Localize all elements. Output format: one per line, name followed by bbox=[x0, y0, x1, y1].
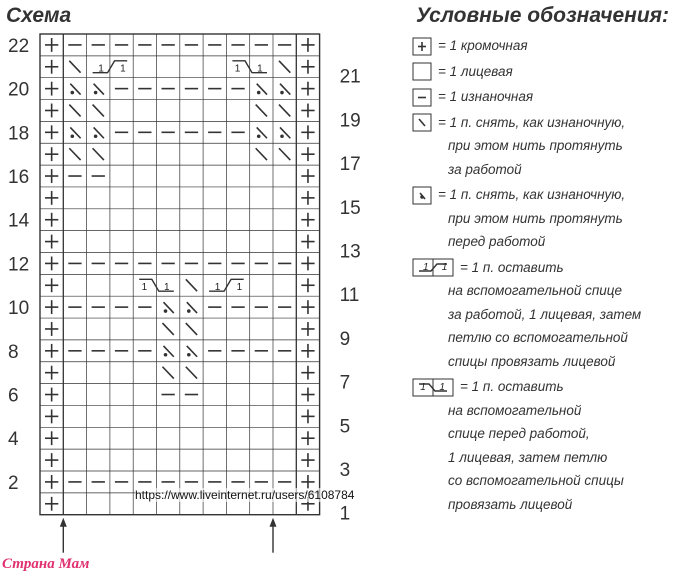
slip-back-stitch bbox=[93, 148, 104, 160]
cable-number: 1 bbox=[141, 282, 148, 294]
cable-number: 1 bbox=[236, 282, 243, 294]
legend-line: на вспомогательной спице bbox=[448, 283, 623, 298]
watermark-url: https://www.liveinternet.ru/users/6108784 bbox=[135, 488, 355, 502]
slip-front-stitch bbox=[187, 346, 197, 357]
knit-stitch bbox=[110, 100, 133, 122]
cable-front-symbol-icon bbox=[412, 378, 454, 397]
row-number-left: 22 bbox=[8, 35, 30, 57]
cable-number: 1 bbox=[120, 63, 126, 75]
legend-line: = 1 лицевая bbox=[438, 63, 513, 79]
row-number-right: 21 bbox=[339, 66, 361, 88]
legend-text bbox=[412, 85, 697, 109]
knit-stitch bbox=[250, 362, 273, 384]
knit-stitch bbox=[273, 274, 296, 296]
knit-stitch bbox=[226, 100, 249, 122]
legend-text bbox=[412, 183, 697, 207]
slip-back-stitch bbox=[186, 323, 197, 335]
repeat-arrow bbox=[60, 518, 67, 553]
edge-stitch bbox=[45, 104, 58, 118]
row-number-left: 10 bbox=[8, 298, 30, 320]
knit-stitch bbox=[133, 318, 156, 340]
edge-stitch bbox=[45, 366, 58, 380]
knit-stitch bbox=[180, 209, 203, 231]
knit-stitch bbox=[63, 405, 86, 427]
knit-stitch bbox=[87, 384, 110, 406]
edge-stitch bbox=[45, 147, 58, 161]
knit-stitch bbox=[87, 231, 110, 253]
slip-front-symbol-icon bbox=[412, 186, 432, 205]
legend-item-edge bbox=[412, 34, 697, 58]
slip-back-stitch bbox=[279, 148, 290, 160]
knit-stitch bbox=[180, 187, 203, 209]
knit-stitch bbox=[226, 405, 249, 427]
knit-stitch bbox=[250, 449, 273, 471]
knit-stitch bbox=[226, 231, 249, 253]
cable-number: 1 bbox=[214, 282, 221, 294]
legend-line: 1 лицевая, затем петлю bbox=[448, 449, 608, 465]
legend-item-cable-back bbox=[412, 256, 697, 374]
knit-stitch bbox=[87, 274, 110, 296]
knit-stitch bbox=[180, 231, 203, 253]
knit-stitch bbox=[63, 187, 86, 209]
row-number-left: 14 bbox=[8, 210, 30, 232]
legend-text bbox=[412, 350, 697, 374]
knit-stitch bbox=[203, 209, 226, 231]
knit-stitch bbox=[133, 165, 156, 187]
knit-stitch bbox=[133, 362, 156, 384]
knit-stitch bbox=[87, 405, 110, 427]
knit-stitch bbox=[157, 56, 180, 78]
knit-stitch bbox=[87, 362, 110, 384]
edge-stitch bbox=[301, 409, 314, 423]
edge-stitch bbox=[301, 366, 314, 380]
knit-stitch bbox=[157, 100, 180, 122]
edge-stitch bbox=[45, 257, 58, 271]
purl-symbol-icon bbox=[412, 88, 432, 107]
slip-front-stitch bbox=[280, 127, 290, 138]
knit-stitch bbox=[157, 143, 180, 165]
edge-stitch bbox=[301, 431, 314, 445]
slip-back-stitch bbox=[69, 61, 80, 73]
cable-number: 1 bbox=[423, 262, 429, 274]
knit-stitch bbox=[250, 209, 273, 231]
row-number-left: 20 bbox=[8, 79, 30, 101]
edge-stitch bbox=[301, 191, 314, 205]
legend-text bbox=[412, 399, 697, 423]
edge-stitch bbox=[45, 125, 58, 139]
legend-text bbox=[412, 279, 697, 303]
edge-stitch bbox=[301, 257, 314, 271]
edge-stitch bbox=[301, 235, 314, 249]
knit-stitch bbox=[180, 56, 203, 78]
row-number-left: 2 bbox=[8, 472, 19, 494]
knit-stitch bbox=[180, 427, 203, 449]
slip-front-stitch bbox=[70, 127, 80, 138]
edge-stitch bbox=[301, 60, 314, 74]
slip-front-stitch bbox=[187, 302, 197, 313]
knit-stitch bbox=[157, 209, 180, 231]
row-number-left: 8 bbox=[8, 341, 19, 363]
legend-line: = 1 п. снять, как изнаночную, bbox=[438, 187, 626, 202]
knit-stitch bbox=[133, 187, 156, 209]
knit-stitch bbox=[63, 427, 86, 449]
cable-back-symbol-icon bbox=[412, 258, 454, 277]
row-number-right: 7 bbox=[339, 372, 351, 394]
knit-stitch bbox=[273, 449, 296, 471]
row-number-left: 4 bbox=[8, 429, 19, 451]
knit-stitch bbox=[226, 362, 249, 384]
legend-text bbox=[412, 256, 697, 280]
legend-text bbox=[412, 303, 697, 327]
knit-stitch bbox=[203, 231, 226, 253]
slip-front-stitch bbox=[280, 84, 290, 95]
edge-stitch bbox=[45, 431, 58, 445]
legend-text bbox=[412, 493, 697, 517]
knit-stitch bbox=[226, 427, 249, 449]
row-number-left: 18 bbox=[8, 123, 30, 145]
edge-stitch bbox=[301, 38, 314, 52]
edge-symbol-icon bbox=[412, 37, 432, 56]
legend-line: при этом нить протянуть bbox=[448, 210, 623, 226]
knit-stitch bbox=[250, 318, 273, 340]
knit-stitch bbox=[203, 427, 226, 449]
knit-stitch bbox=[203, 165, 226, 187]
slip-front-stitch bbox=[70, 84, 80, 95]
knit-stitch bbox=[226, 165, 249, 187]
knit-stitch bbox=[203, 362, 226, 384]
legend-line: = 1 п. снять, как изнаночную, bbox=[438, 114, 626, 130]
knit-stitch bbox=[226, 209, 249, 231]
row-number-right: 3 bbox=[339, 460, 351, 481]
row-number-right: 11 bbox=[339, 285, 360, 307]
edge-stitch bbox=[45, 235, 58, 249]
cable-number: 1 bbox=[439, 381, 445, 393]
knit-stitch bbox=[63, 384, 86, 406]
knit-stitch bbox=[110, 187, 133, 209]
knit-stitch bbox=[226, 449, 249, 471]
legend-item-slip-front bbox=[412, 183, 697, 254]
knit-stitch bbox=[273, 318, 296, 340]
knit-stitch bbox=[133, 449, 156, 471]
legend-text bbox=[412, 134, 697, 158]
slip-back-stitch bbox=[279, 61, 290, 73]
edge-stitch bbox=[45, 300, 58, 314]
edge-stitch bbox=[45, 278, 58, 292]
knit-stitch bbox=[133, 405, 156, 427]
legend bbox=[412, 34, 697, 518]
legend-item-slip-back bbox=[412, 111, 697, 182]
knit-stitch bbox=[63, 449, 86, 471]
knit-stitch bbox=[203, 187, 226, 209]
knit-stitch bbox=[110, 362, 133, 384]
knit-stitch bbox=[133, 143, 156, 165]
knit-stitch bbox=[87, 449, 110, 471]
row-number-right: 13 bbox=[339, 241, 361, 263]
knit-stitch bbox=[250, 187, 273, 209]
legend-text bbox=[412, 375, 697, 399]
edge-stitch bbox=[301, 82, 314, 96]
cable-number: 1 bbox=[234, 63, 241, 75]
edge-stitch bbox=[301, 453, 314, 467]
knit-stitch bbox=[157, 187, 180, 209]
knit-stitch bbox=[203, 56, 226, 78]
legend-item-knit bbox=[412, 60, 697, 84]
knit-stitch bbox=[250, 165, 273, 187]
knit-stitch bbox=[250, 384, 273, 406]
knit-stitch bbox=[273, 427, 296, 449]
edge-stitch bbox=[301, 125, 314, 139]
legend-text bbox=[412, 326, 697, 350]
slip-back-stitch bbox=[279, 105, 290, 117]
cable-number: 1 bbox=[98, 63, 104, 75]
legend-line: за работой, 1 лицевая, затем bbox=[448, 306, 642, 322]
knit-stitch bbox=[63, 274, 86, 296]
knit-stitch bbox=[110, 165, 133, 187]
slip-back-stitch bbox=[69, 148, 80, 160]
knit-stitch bbox=[110, 231, 133, 253]
knit-stitch bbox=[226, 384, 249, 406]
row-number-right: 17 bbox=[339, 154, 361, 176]
knit-stitch bbox=[273, 384, 296, 406]
edge-stitch bbox=[301, 475, 314, 489]
knit-stitch bbox=[110, 318, 133, 340]
knit-stitch bbox=[250, 231, 273, 253]
legend-text bbox=[412, 422, 697, 446]
slip-front-stitch bbox=[257, 84, 267, 95]
slip-back-symbol-icon bbox=[412, 113, 432, 132]
edge-stitch bbox=[45, 191, 58, 205]
edge-stitch bbox=[301, 344, 314, 358]
row-number-right: 19 bbox=[339, 110, 361, 132]
edge-stitch bbox=[301, 104, 314, 118]
slip-front-stitch bbox=[257, 127, 267, 138]
knit-stitch bbox=[110, 427, 133, 449]
knit-stitch bbox=[63, 493, 86, 515]
edge-stitch bbox=[45, 322, 58, 336]
legend-line: перед работой bbox=[448, 234, 546, 249]
knit-stitch bbox=[157, 427, 180, 449]
knit-stitch bbox=[180, 143, 203, 165]
knit-stitch bbox=[273, 405, 296, 427]
slip-back-stitch bbox=[256, 148, 267, 160]
knit-stitch bbox=[133, 56, 156, 78]
knit-stitch bbox=[110, 209, 133, 231]
row-number-left: 12 bbox=[8, 254, 30, 276]
knit-stitch bbox=[180, 165, 203, 187]
edge-stitch bbox=[301, 388, 314, 402]
row-number-right: 5 bbox=[339, 416, 351, 438]
cable-number: 1 bbox=[163, 282, 170, 294]
cable-number: 1 bbox=[420, 381, 426, 393]
legend-line: = 1 изнаночная bbox=[438, 89, 534, 104]
knit-symbol-icon bbox=[412, 62, 432, 81]
row-number-right: 15 bbox=[339, 197, 361, 219]
legend-line: петлю со вспомогательной bbox=[448, 330, 628, 345]
knit-stitch bbox=[180, 405, 203, 427]
legend-text bbox=[412, 230, 697, 254]
knit-stitch bbox=[110, 274, 133, 296]
edge-stitch bbox=[45, 497, 58, 511]
edge-stitch bbox=[45, 409, 58, 423]
knit-stitch bbox=[63, 318, 86, 340]
knit-stitch bbox=[273, 231, 296, 253]
slip-back-stitch bbox=[163, 323, 174, 335]
legend-text bbox=[412, 207, 697, 231]
slip-back-stitch bbox=[186, 279, 197, 291]
knit-stitch bbox=[203, 100, 226, 122]
knit-stitch bbox=[133, 100, 156, 122]
knit-stitch bbox=[87, 427, 110, 449]
knit-stitch bbox=[273, 165, 296, 187]
legend-item-cable-front bbox=[412, 375, 697, 516]
legend-line: на вспомогательной bbox=[448, 402, 582, 418]
legend-line: при этом нить протянуть bbox=[448, 138, 623, 153]
knit-stitch bbox=[250, 274, 273, 296]
row-number-left: 16 bbox=[8, 166, 30, 188]
slip-front-stitch bbox=[164, 346, 174, 357]
knit-stitch bbox=[157, 449, 180, 471]
edge-stitch bbox=[45, 388, 58, 402]
legend-text bbox=[412, 111, 697, 135]
knit-stitch bbox=[157, 165, 180, 187]
legend-line: провязать лицевой bbox=[448, 496, 573, 512]
knit-stitch bbox=[110, 493, 133, 515]
edge-stitch bbox=[301, 147, 314, 161]
knit-stitch bbox=[87, 318, 110, 340]
slip-back-stitch bbox=[256, 105, 267, 117]
legend-line: спицы провязать лицевой bbox=[448, 353, 616, 369]
legend-text bbox=[412, 446, 697, 470]
edge-stitch bbox=[301, 278, 314, 292]
knit-stitch bbox=[110, 143, 133, 165]
edge-stitch bbox=[45, 213, 58, 227]
slip-front-stitch bbox=[94, 127, 104, 138]
knit-stitch bbox=[110, 405, 133, 427]
slip-front-stitch bbox=[164, 302, 174, 313]
knit-stitch bbox=[226, 187, 249, 209]
knit-stitch bbox=[133, 231, 156, 253]
knit-stitch bbox=[87, 493, 110, 515]
legend-text bbox=[412, 469, 697, 493]
row-number-right: 1 bbox=[339, 503, 351, 525]
edge-stitch bbox=[45, 38, 58, 52]
chart-title: Схема bbox=[6, 4, 72, 27]
edge-stitch bbox=[301, 169, 314, 183]
legend-line: = 1 кромочная bbox=[438, 38, 528, 53]
legend-text bbox=[412, 158, 697, 182]
legend-item-purl bbox=[412, 85, 697, 109]
knit-stitch bbox=[203, 449, 226, 471]
legend-line: спице перед работой, bbox=[448, 426, 590, 441]
slip-back-stitch bbox=[69, 105, 80, 117]
knit-stitch bbox=[273, 187, 296, 209]
slip-back-stitch bbox=[93, 105, 104, 117]
slip-back-stitch bbox=[186, 367, 197, 379]
cable-number: 1 bbox=[441, 262, 448, 274]
knit-stitch bbox=[273, 209, 296, 231]
knit-stitch bbox=[250, 405, 273, 427]
repeat-arrow bbox=[270, 518, 277, 553]
knit-stitch bbox=[87, 187, 110, 209]
knit-stitch bbox=[226, 143, 249, 165]
slip-front-stitch bbox=[94, 84, 104, 95]
edge-stitch bbox=[301, 300, 314, 314]
edge-stitch bbox=[45, 475, 58, 489]
legend-line: со вспомогательной спицы bbox=[448, 473, 624, 488]
knit-stitch bbox=[203, 405, 226, 427]
legend-line: = 1 п. оставить bbox=[460, 379, 564, 394]
knit-stitch bbox=[63, 209, 86, 231]
knit-stitch bbox=[133, 384, 156, 406]
edge-stitch bbox=[301, 213, 314, 227]
knit-stitch bbox=[226, 318, 249, 340]
edge-stitch bbox=[45, 453, 58, 467]
legend-text bbox=[412, 60, 697, 84]
cable-number: 1 bbox=[257, 63, 263, 75]
knit-stitch bbox=[133, 427, 156, 449]
slip-back-stitch bbox=[163, 367, 174, 379]
knit-stitch bbox=[203, 143, 226, 165]
knit-stitch bbox=[133, 209, 156, 231]
knit-stitch bbox=[63, 231, 86, 253]
knit-stitch bbox=[273, 362, 296, 384]
knit-stitch bbox=[180, 100, 203, 122]
row-number-right: 9 bbox=[339, 328, 351, 350]
legend-title: Условные обозначения: bbox=[416, 4, 670, 27]
knit-stitch bbox=[203, 318, 226, 340]
legend-line: за работой bbox=[448, 161, 522, 177]
edge-stitch bbox=[45, 82, 58, 96]
edge-stitch bbox=[45, 60, 58, 74]
knit-stitch bbox=[63, 362, 86, 384]
edge-stitch bbox=[45, 344, 58, 358]
knit-stitch bbox=[110, 384, 133, 406]
edge-stitch bbox=[301, 322, 314, 336]
knit-stitch bbox=[87, 209, 110, 231]
legend-line: = 1 п. оставить bbox=[460, 259, 564, 275]
legend-text bbox=[412, 34, 697, 58]
site-logo: Страна Мам bbox=[2, 556, 90, 572]
knit-stitch bbox=[203, 384, 226, 406]
knit-stitch bbox=[157, 405, 180, 427]
row-number-left: 6 bbox=[8, 385, 19, 407]
knit-stitch bbox=[180, 449, 203, 471]
knit-stitch bbox=[250, 427, 273, 449]
knit-stitch bbox=[157, 231, 180, 253]
knit-stitch bbox=[110, 449, 133, 471]
edge-stitch bbox=[45, 169, 58, 183]
